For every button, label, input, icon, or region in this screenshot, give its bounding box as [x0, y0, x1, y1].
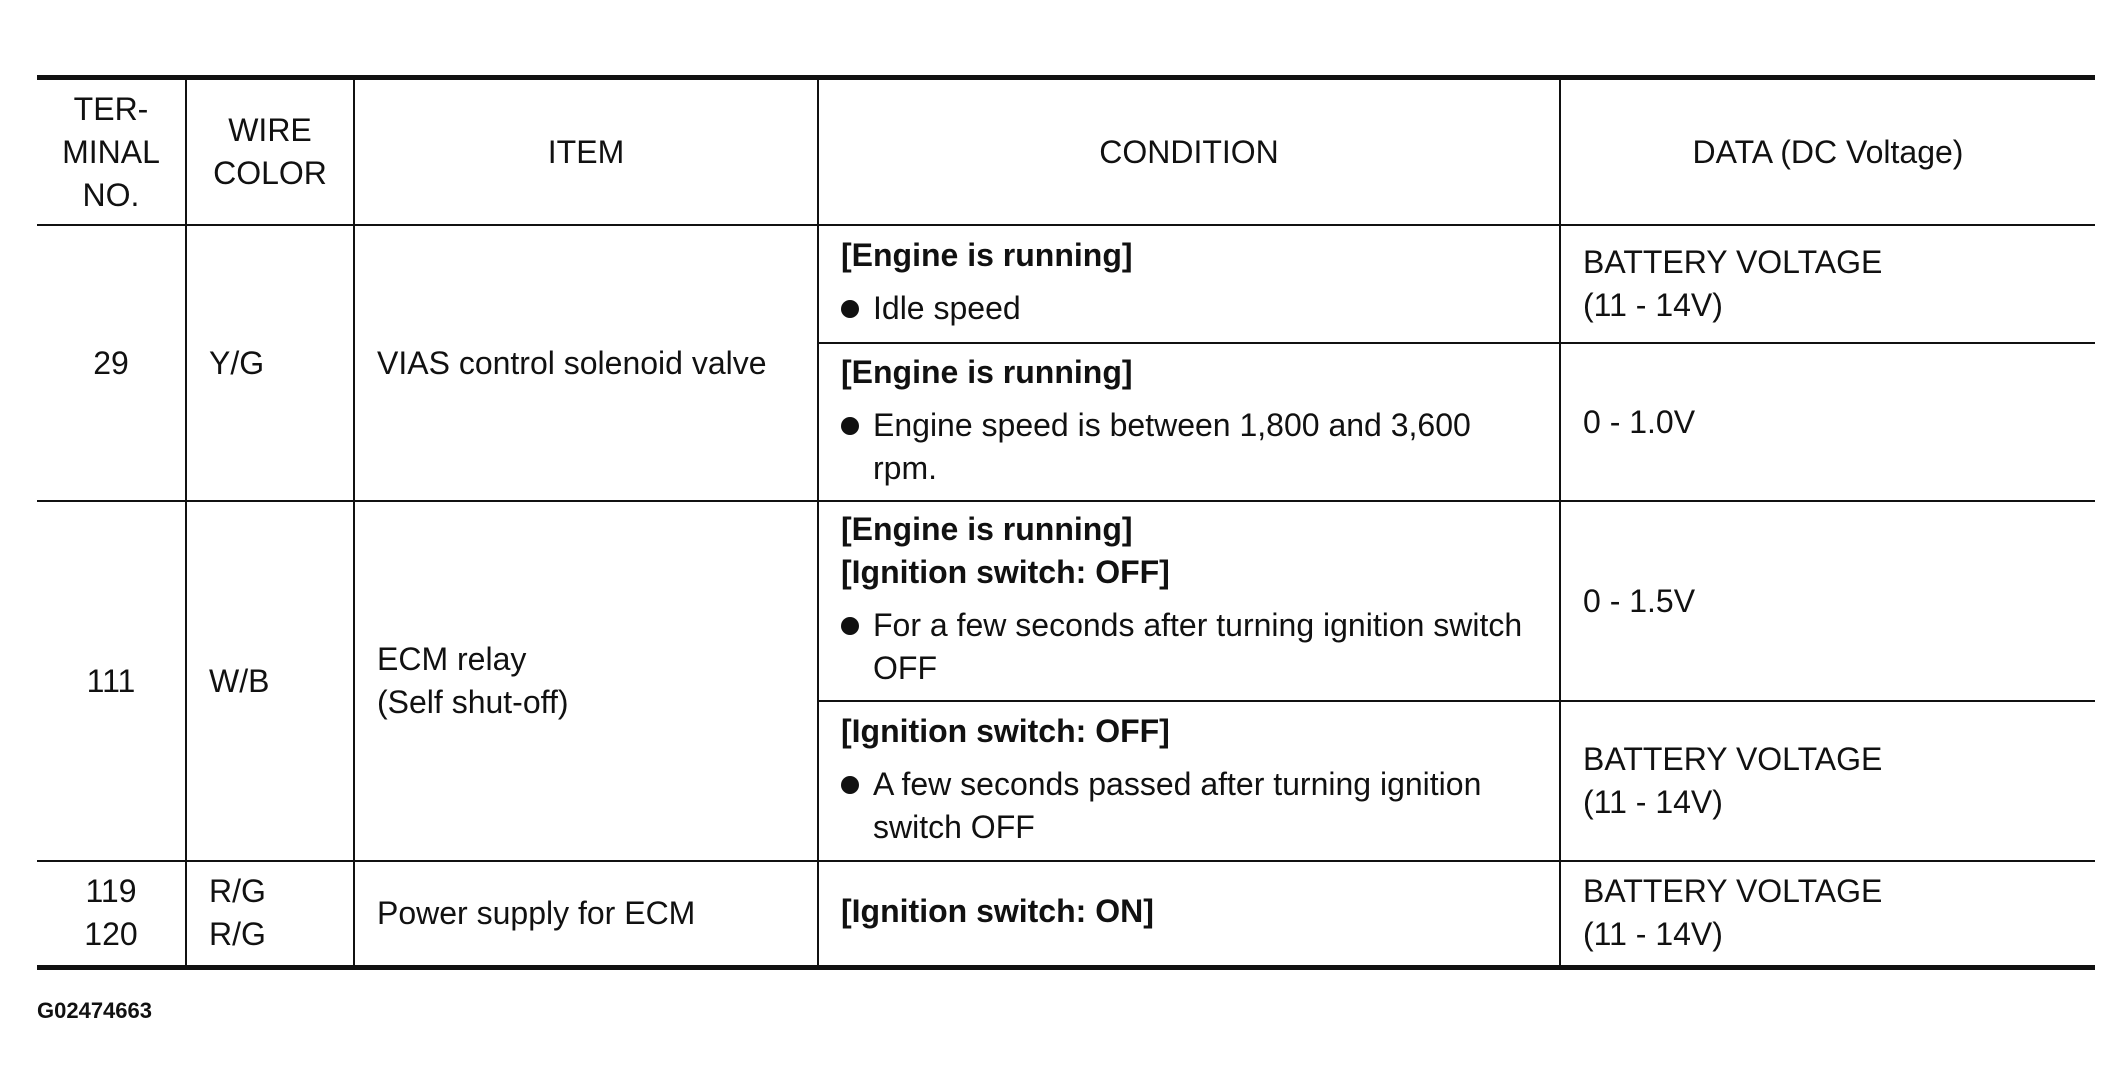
condition-heading: [Engine is running]	[841, 353, 1133, 390]
header-terminal-no: TER- MINAL NO.	[37, 78, 186, 226]
condition-bullet-text: A few seconds passed after turning ignition switch OFF	[873, 765, 1482, 845]
bullet-dot-icon	[841, 776, 859, 794]
header-row	[37, 78, 2095, 226]
item-cell: Power supply for ECM	[354, 861, 818, 967]
figure-id-label: G02474663	[37, 998, 152, 1023]
table-row	[37, 861, 2095, 967]
terminal-no-cell: 29	[37, 225, 186, 501]
condition-heading: [Ignition switch: ON]	[841, 892, 1154, 929]
wire-color-cell: Y/G	[186, 225, 354, 501]
data-voltage-cell: BATTERY VOLTAGE (11 - 14V)	[1560, 701, 2095, 861]
condition-cell	[818, 501, 1560, 701]
terminal-data-table	[37, 75, 2095, 970]
condition-bullet	[841, 763, 1541, 849]
bullet-dot-icon	[841, 300, 859, 318]
header-data: DATA (DC Voltage)	[1560, 78, 2095, 226]
data-voltage-cell: BATTERY VOLTAGE (11 - 14V)	[1560, 225, 2095, 343]
condition-bullet	[841, 404, 1541, 490]
condition-cell	[818, 225, 1560, 343]
condition-bullet-text: Idle speed	[873, 290, 1021, 326]
wire-color-cell: R/G R/G	[186, 861, 354, 967]
condition-bullet	[841, 287, 1541, 330]
bullet-dot-icon	[841, 417, 859, 435]
condition-bullet-text: Engine speed is between 1,800 and 3,600 rpm.	[873, 406, 1471, 486]
header-wire-color: WIRE COLOR	[186, 78, 354, 226]
header-condition: CONDITION	[818, 78, 1560, 226]
table-row	[37, 501, 2095, 701]
condition-bullet-text: For a few seconds after turning ignition switch OFF	[873, 607, 1523, 686]
condition-cell	[818, 861, 1560, 967]
condition-heading: [Engine is running]	[841, 237, 1133, 273]
terminal-no-cell: 119 120	[37, 861, 186, 967]
wire-color-cell: W/B	[186, 501, 354, 861]
bullet-dot-icon	[841, 617, 859, 635]
condition-heading: [Engine is running] [Ignition switch: OFF]	[841, 511, 1170, 590]
condition-heading: [Ignition switch: OFF]	[841, 712, 1170, 749]
header-item: ITEM	[354, 78, 818, 226]
condition-bullet	[841, 604, 1541, 690]
item-cell: VIAS control solenoid valve	[354, 225, 818, 501]
table-row	[37, 225, 2095, 343]
condition-cell	[818, 701, 1560, 861]
data-voltage-cell: 0 - 1.0V	[1560, 343, 2095, 501]
terminal-no-cell: 111	[37, 501, 186, 861]
data-voltage-cell: 0 - 1.5V	[1560, 501, 2095, 701]
item-cell: ECM relay (Self shut-off)	[354, 501, 818, 861]
data-voltage-cell: BATTERY VOLTAGE (11 - 14V)	[1560, 861, 2095, 967]
condition-cell	[818, 343, 1560, 501]
